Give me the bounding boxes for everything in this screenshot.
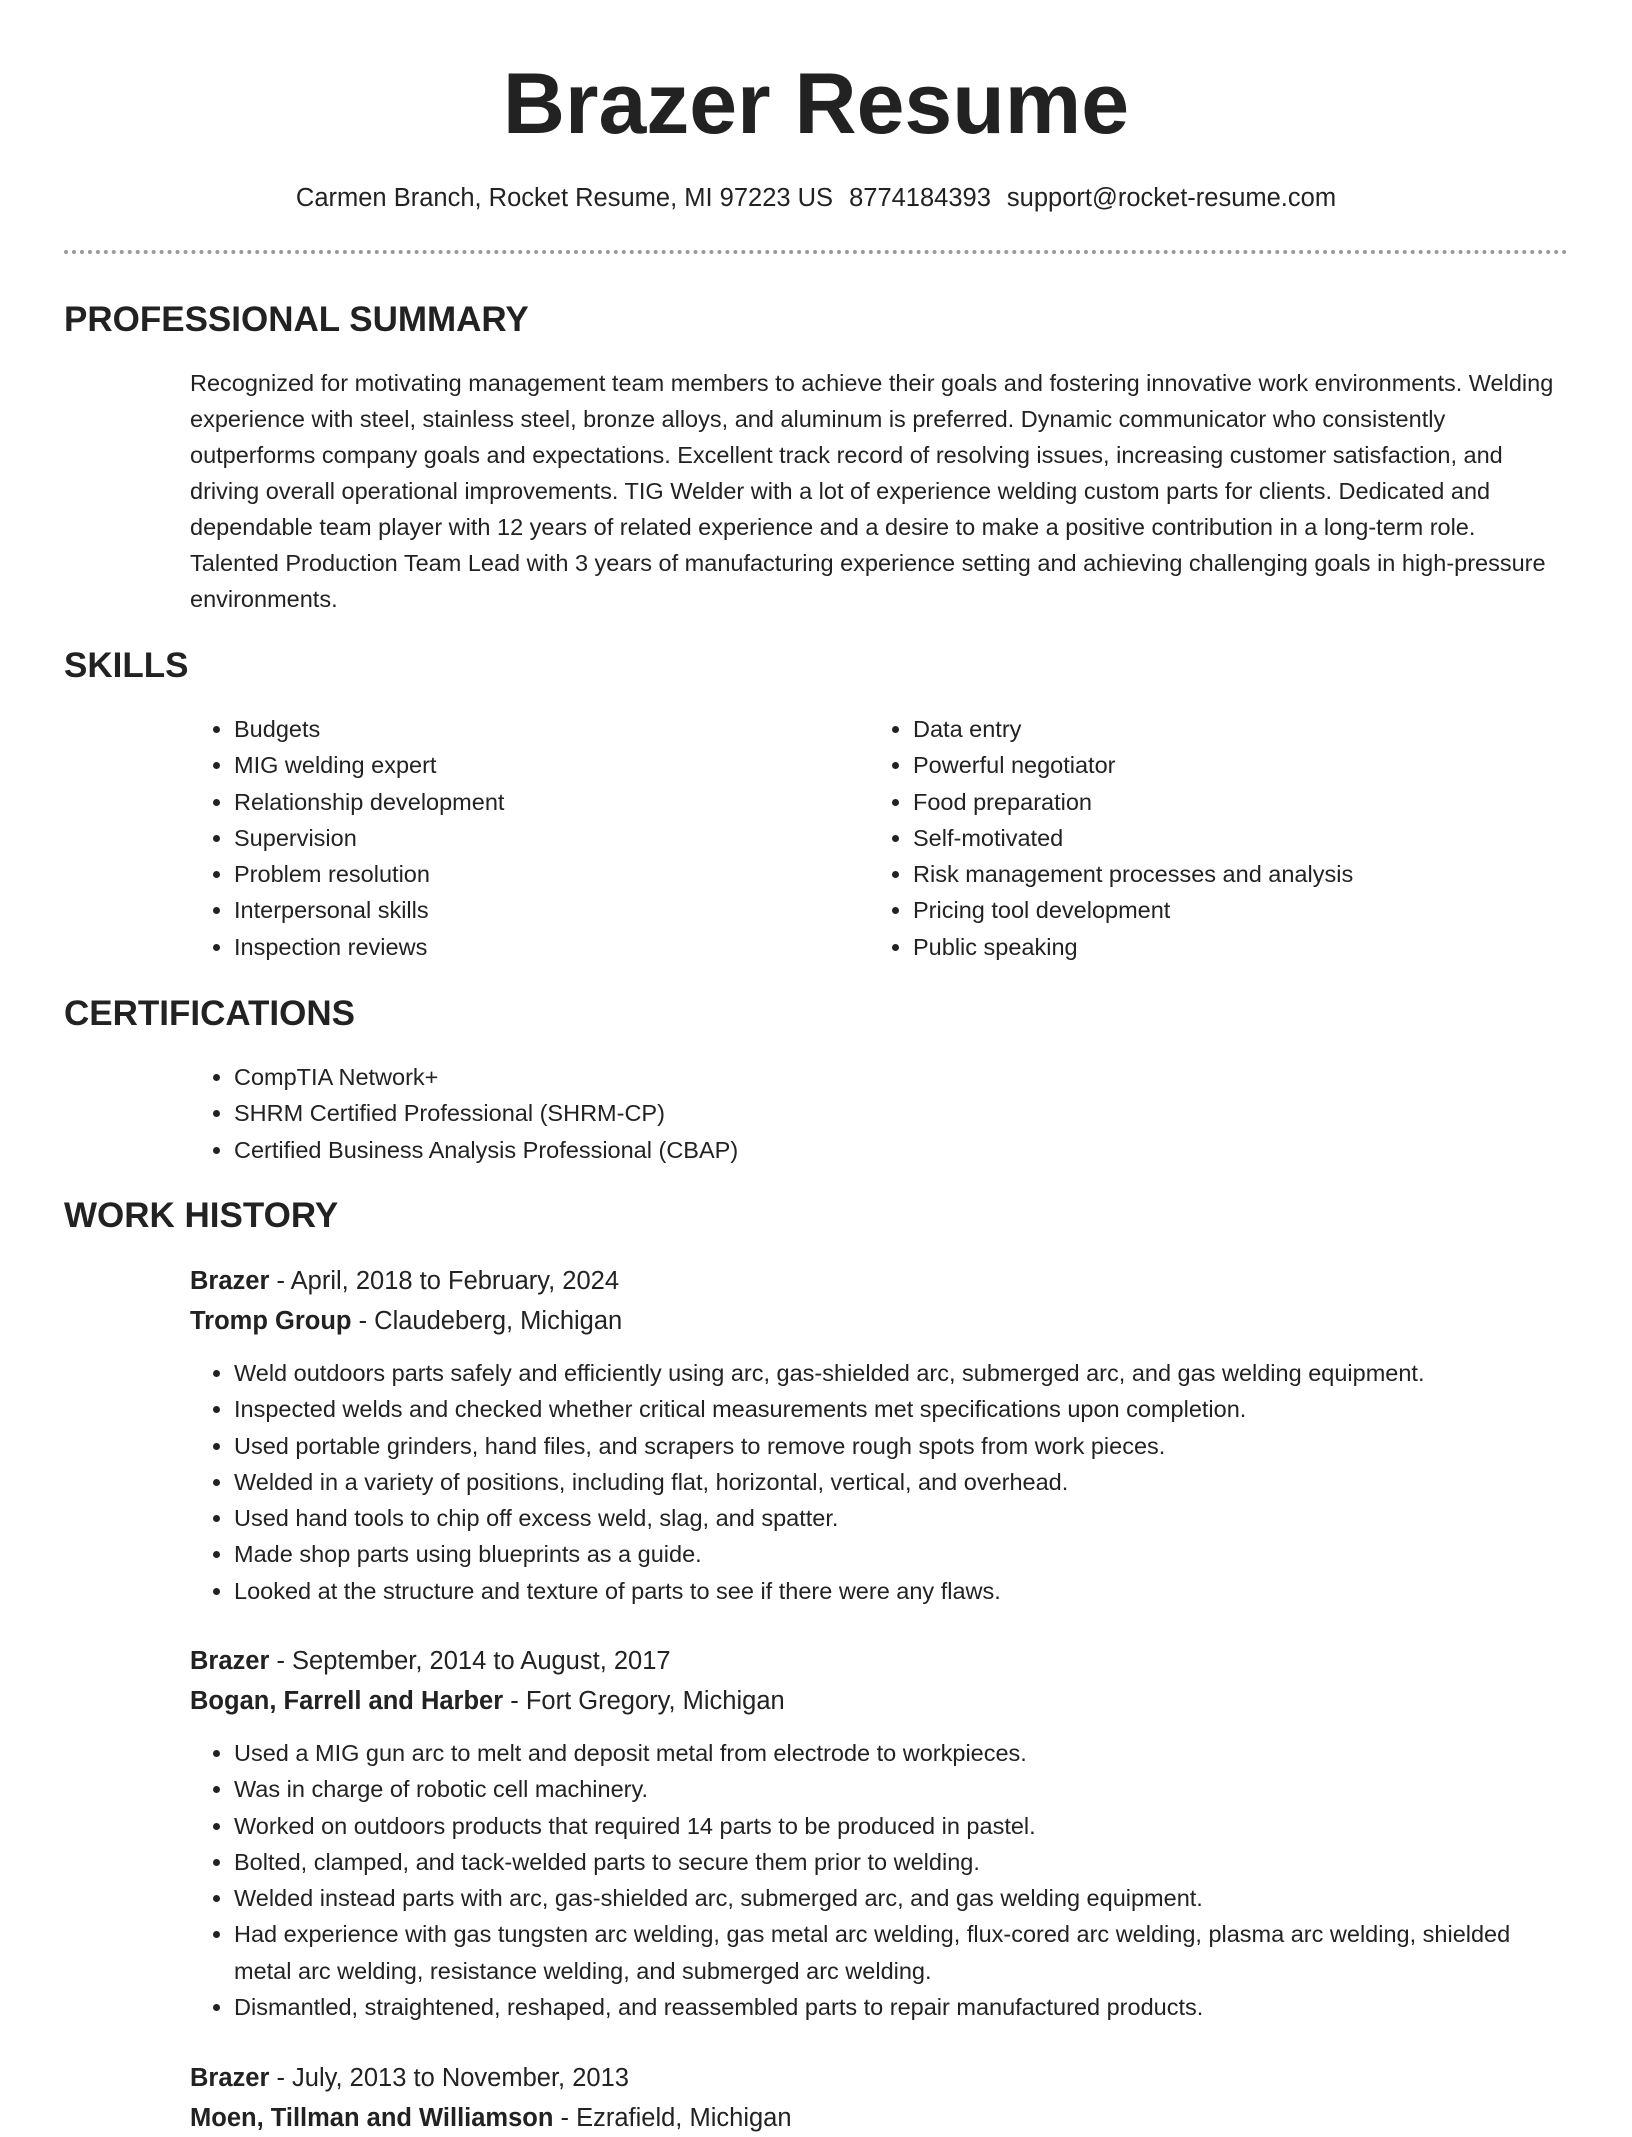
skills-heading: SKILLS: [64, 646, 189, 685]
skills-list-right: [869, 711, 1593, 965]
job-title: Brazer: [190, 1267, 270, 1295]
list-item: • Was in charge of robotic cell machinery.: [234, 1771, 1574, 1807]
list-item: • Used a MIG gun arc to melt and deposit metal from electrode to workpieces.: [234, 1735, 1574, 1771]
list-item: • Worked on outdoors products that required 14 parts to be produced in pastel.: [234, 1808, 1574, 1844]
summary-text: Recognized for motivating management team members to achieve their goals and fostering innovative work environments. Welding experience with steel, stainless steel, bronze alloys, and aluminum is preferred. Dynamic communicator who consistently outperforms company goals and expectations. Excellent track record of resolving issues, increasing customer satisfaction, and driving overall operational improvements. TIG Welder with a lot of experience welding custom parts for clients. Dedicated and dependable team player with 12 years of related experience and a desire to make a positive contribution in a long-term role. Talented Production Team Lead with 3 years of manufacturing experience setting and achieving challenging goals in high-pressure environments.: [190, 370, 1554, 612]
list-item: • Data entry: [913, 711, 1593, 747]
header-divider: [64, 250, 1568, 254]
job-title-line: [190, 1642, 671, 1680]
list-item: • Interpersonal skills: [234, 892, 854, 928]
list-item: • Budgets: [234, 711, 854, 747]
job-location: - Claudeberg, Michigan: [351, 1307, 623, 1335]
list-item: • Had experience with gas tungsten arc welding, gas metal arc welding, flux-cored arc welding, plasma arc welding, shielded metal arc welding, resistance welding, and submerged arc welding.: [234, 1916, 1574, 1989]
list-item: • Food preparation: [913, 784, 1593, 820]
list-item: • Welded in a variety of positions, including flat, horizontal, vertical, and overhead.: [234, 1464, 1632, 1500]
certifications-list: [190, 1059, 1534, 1168]
job-dates: - September, 2014 to August, 2017: [269, 1647, 671, 1675]
job-dates: - April, 2018 to February, 2024: [269, 1267, 620, 1295]
list-item: • Dismantled, straightened, reshaped, and reassembled parts to repair manufactured products.: [234, 1989, 1574, 2025]
list-item: • Relationship development: [234, 784, 854, 820]
job-title-line: [190, 1262, 619, 1300]
list-item: • Inspected welds and checked whether critical measurements met specifications upon completion.: [234, 1391, 1632, 1427]
list-item: • MIG welding expert: [234, 747, 854, 783]
list-item: • Bolted, clamped, and tack-welded parts to secure them prior to welding.: [234, 1844, 1574, 1880]
contact-line: [0, 180, 1632, 216]
list-item: • Powerful negotiator: [913, 747, 1593, 783]
job-company: Moen, Tillman and Williamson: [190, 2104, 554, 2132]
job-company-line: [190, 1682, 785, 1720]
job-company: Bogan, Farrell and Harber: [190, 1687, 504, 1715]
list-item: • Risk management processes and analysis: [913, 856, 1593, 892]
skills-list-left: [190, 711, 854, 965]
job-company-line: [190, 2099, 792, 2137]
job-title: Brazer: [190, 1647, 270, 1675]
contact-address: Carmen Branch, Rocket Resume, MI 97223 US: [295, 184, 834, 212]
job-bullets: [190, 1735, 1574, 2025]
list-item: • SHRM Certified Professional (SHRM-CP): [234, 1095, 1534, 1131]
work-history-heading: WORK HISTORY: [64, 1196, 339, 1235]
list-item: • Made shop parts using blueprints as a guide.: [234, 1536, 1632, 1572]
resume-title: Brazer Resume: [502, 56, 1130, 152]
list-item: • Weld outdoors parts safely and efficiently using arc, gas-shielded arc, submerged arc, and gas welding equipment.: [234, 1355, 1632, 1391]
job-title-line: [190, 2059, 629, 2097]
contact-phone: 8774184393: [849, 184, 991, 212]
job-location: - Ezrafield, Michigan: [553, 2104, 792, 2132]
list-item: • Supervision: [234, 820, 854, 856]
job-bullets: [190, 1355, 1632, 1609]
list-item: • Welded instead parts with arc, gas-shielded arc, submerged arc, and gas welding equipment.: [234, 1880, 1574, 1916]
certifications-heading: CERTIFICATIONS: [64, 994, 356, 1033]
contact-email[interactable]: support@rocket-resume.com: [1006, 184, 1337, 212]
list-item: • Pricing tool development: [913, 892, 1593, 928]
list-item: • Inspection reviews: [234, 929, 854, 965]
list-item: • Public speaking: [913, 929, 1593, 965]
list-item: • Looked at the structure and texture of parts to see if there were any flaws.: [234, 1573, 1632, 1609]
list-item: • CompTIA Network+: [234, 1059, 1534, 1095]
job-company: Tromp Group: [190, 1307, 352, 1335]
job-title: Brazer: [190, 2064, 270, 2092]
list-item: • Certified Business Analysis Professional (CBAP): [234, 1132, 1534, 1168]
job-dates: - July, 2013 to November, 2013: [269, 2064, 629, 2092]
list-item: • Problem resolution: [234, 856, 854, 892]
summary-heading: PROFESSIONAL SUMMARY: [64, 300, 529, 339]
job-company-line: [190, 1302, 622, 1340]
list-item: • Self-motivated: [913, 820, 1593, 856]
job-location: - Fort Gregory, Michigan: [503, 1687, 785, 1715]
list-item: • Used hand tools to chip off excess weld, slag, and spatter.: [234, 1500, 1632, 1536]
list-item: • Used portable grinders, hand files, and scrapers to remove rough spots from work pieces.: [234, 1428, 1632, 1464]
